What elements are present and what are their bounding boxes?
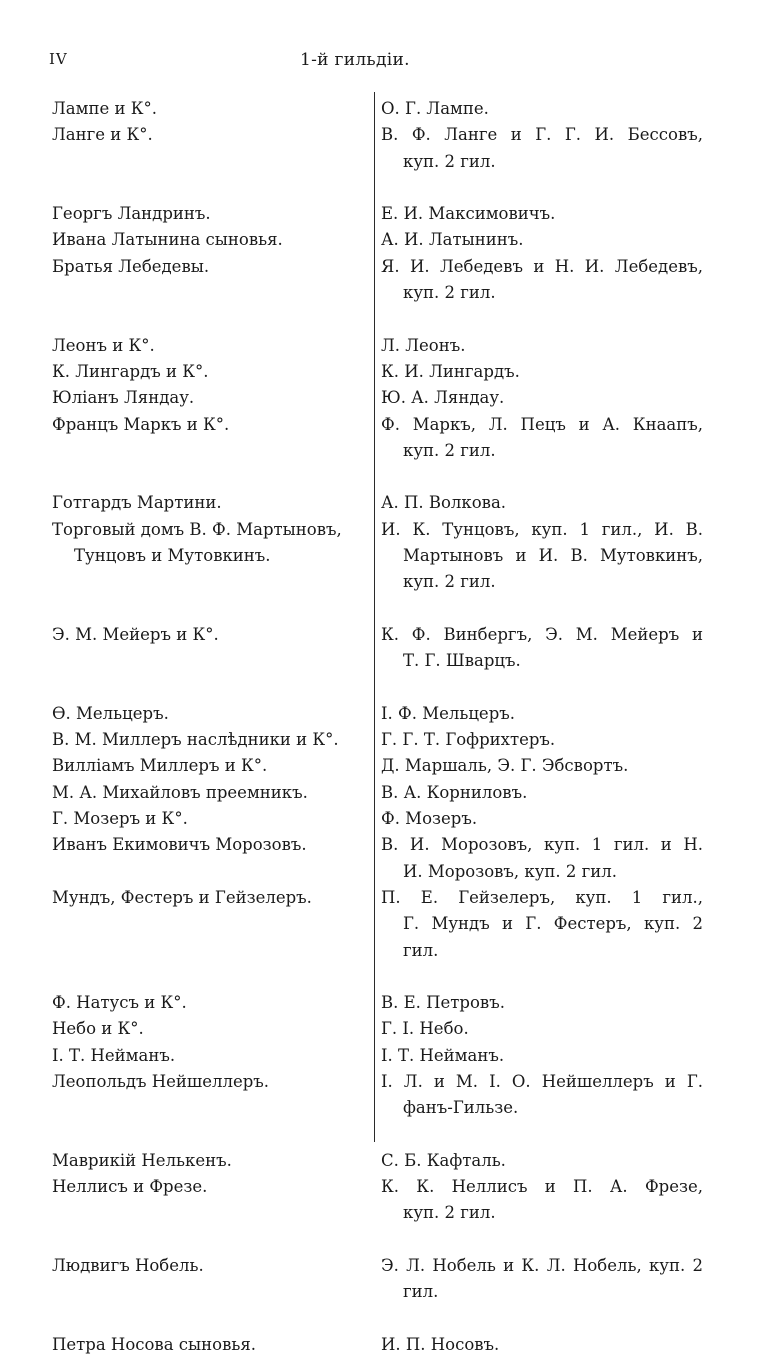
firm-name-line: Иванъ Екимовичъ Морозовъ. [52, 835, 307, 855]
register-entry [0, 96, 763, 122]
owner-names [381, 622, 703, 701]
owner-names-line: В. И. Морозовъ, куп. 1 гил. и Н. [381, 835, 703, 855]
firm-name-line: Леопольдъ Нейшеллеръ. [52, 1071, 270, 1091]
firm-name-line: Э. М. Мейеръ и К°. [52, 624, 219, 644]
owner-names-line: куп. 2 гил. [403, 572, 496, 592]
firm-name-line: Небо и К°. [52, 1019, 144, 1039]
owner-names-line: І. Ф. Мельцеръ. [381, 703, 515, 723]
firm-name-line: Ивана Латынина сыновья. [52, 230, 283, 250]
owner-names [381, 333, 703, 359]
owner-names [381, 753, 703, 779]
owner-names-line: Т. Г. Шварцъ. [403, 651, 521, 671]
owner-names-line: І. Т. Нейманъ. [381, 1045, 505, 1065]
owner-names [381, 1332, 703, 1358]
firm-name-line: Неллисъ и Фрезе. [52, 1177, 208, 1197]
owner-names-line: В. Ф. Ланге и Г. Г. И. Бессовъ, [381, 125, 703, 145]
firm-name [52, 385, 374, 411]
firm-name [52, 254, 374, 333]
register-entry [0, 727, 763, 753]
owner-names [381, 96, 703, 122]
firm-name [52, 622, 374, 701]
owner-names-line: куп. 2 гил. [403, 1203, 496, 1223]
register-entry [0, 1253, 763, 1332]
register-entry [0, 780, 763, 806]
register-entry [0, 333, 763, 359]
owner-names [381, 359, 703, 385]
owner-names [381, 1148, 703, 1174]
owner-names-line: Ф. Мозеръ. [381, 809, 478, 829]
firm-name-line: Торговый домъ В. Ф. Мартыновъ, [52, 519, 342, 539]
firm-name [52, 753, 374, 779]
register-entry [0, 622, 763, 701]
owner-names [381, 517, 703, 622]
owner-names-line: С. Б. Кафталь. [381, 1150, 506, 1170]
firm-name-line: Францъ Маркъ и К°. [52, 414, 230, 434]
owner-names-line: Ю. А. Ляндау. [381, 388, 505, 408]
owner-names-line: куп. 2 гил. [403, 283, 496, 303]
firm-name [52, 1016, 374, 1042]
owner-names-line: Г. І. Небо. [381, 1019, 469, 1039]
register-entry [0, 254, 763, 333]
owner-names [381, 780, 703, 806]
firm-name [52, 517, 374, 622]
owner-names [381, 990, 703, 1016]
firm-name [52, 227, 374, 253]
owner-names-line: Д. Маршаль, Э. Г. Эбсвортъ. [381, 756, 629, 776]
owner-names-line: А. П. Волкова. [381, 493, 507, 513]
owner-names-line: К. Ф. Винбергъ, Э. М. Мейеръ и [381, 624, 703, 644]
register-entry [0, 1148, 763, 1174]
owner-names-line: фанъ-Гильзе. [403, 1098, 519, 1118]
firm-name [52, 701, 374, 727]
owner-names-line: И. К. Тунцовъ, куп. 1 гил., И. В. [381, 519, 703, 539]
firm-name-line: Леонъ и К°. [52, 335, 155, 355]
owner-names [381, 1174, 703, 1253]
owner-names [381, 385, 703, 411]
owner-names [381, 122, 703, 201]
firm-name-line: Тунцовъ и Мутовкинъ. [74, 546, 271, 566]
firm-name [52, 201, 374, 227]
owner-names [381, 832, 703, 885]
owner-names [381, 254, 703, 333]
firm-name-line: Лампе и К°. [52, 99, 157, 118]
firm-name [52, 122, 374, 201]
firm-name [52, 1148, 374, 1174]
register-entry [0, 1174, 763, 1253]
register-entry [0, 385, 763, 411]
owner-names-line: И. П. Носовъ. [381, 1334, 500, 1354]
owner-names-line: куп. 2 гил. [403, 440, 496, 460]
page-header [0, 50, 763, 74]
owner-names-line: А. И. Латынинъ. [381, 230, 524, 250]
firm-name-line: К. Лингардъ и К°. [52, 361, 209, 381]
firm-name-line: Готгардъ Мартини. [52, 493, 222, 513]
firm-name [52, 990, 374, 1016]
owner-names-line: Г. Мундъ и Г. Фестеръ, куп. 2 [403, 914, 703, 934]
owner-names [381, 1253, 703, 1332]
firm-name-line: В. М. Миллеръ наслѣдники и К°. [52, 730, 339, 750]
register-entry [0, 832, 763, 885]
register-entry [0, 122, 763, 201]
register-entry [0, 227, 763, 253]
firm-name-line: Маврикій Нелькенъ. [52, 1150, 232, 1170]
owner-names-line: Л. Леонъ. [381, 335, 466, 355]
entries-list [0, 96, 763, 1358]
owner-names-line: Мартыновъ и И. В. Мутовкинъ, [403, 546, 703, 566]
register-entry [0, 490, 763, 516]
firm-name-line: Юліанъ Ляндау. [52, 388, 195, 408]
register-entry [0, 1069, 763, 1148]
firm-name-line: Г. Мозеръ и К°. [52, 809, 188, 829]
firm-name [52, 832, 374, 885]
owner-names-line: В. А. Корниловъ. [381, 782, 528, 802]
register-entry [0, 1016, 763, 1042]
firm-name [52, 885, 374, 990]
page-number: IV [49, 50, 68, 68]
owner-names-line: Г. Г. Т. Гофрихтеръ. [381, 730, 556, 750]
owner-names-line: И. Морозовъ, куп. 2 гил. [403, 861, 618, 881]
firm-name [52, 806, 374, 832]
register-entry [0, 806, 763, 832]
owner-names-line: куп. 2 гил. [403, 151, 496, 171]
firm-name [52, 333, 374, 359]
firm-name-line: Ланге и К°. [52, 125, 153, 145]
firm-name [52, 780, 374, 806]
firm-name-line: Мундъ, Фестеръ и Гейзелеръ. [52, 887, 312, 907]
owner-names [381, 727, 703, 753]
register-entry [0, 1332, 763, 1358]
owner-names-line: Е. И. Максимовичъ. [381, 204, 556, 224]
owner-names-line: К. К. Неллисъ и П. А. Фрезе, [381, 1177, 703, 1197]
register-entry [0, 885, 763, 990]
owner-names [381, 885, 703, 990]
owner-names-line: Я. И. Лебедевъ и Н. И. Лебедевъ, [381, 256, 703, 276]
firm-name [52, 1069, 374, 1148]
firm-name [52, 727, 374, 753]
firm-name [52, 1174, 374, 1253]
firm-name [52, 96, 374, 122]
owner-names-line: Э. Л. Нобель и К. Л. Нобель, куп. 2 [381, 1256, 703, 1276]
owner-names-line: О. Г. Лампе. [381, 99, 489, 118]
owner-names [381, 490, 703, 516]
firm-name-line: Георгъ Ландринъ. [52, 204, 211, 224]
owner-names-line: П. Е. Гейзелеръ, куп. 1 гил., [381, 887, 703, 907]
firm-name [52, 1332, 374, 1358]
owner-names-line: Ф. Маркъ, Л. Пецъ и А. Кнаапъ, [381, 414, 703, 434]
firm-name-line: Ѳ. Мельцеръ. [52, 703, 169, 723]
register-entry [0, 1043, 763, 1069]
firm-name [52, 412, 374, 491]
owner-names-line: гил. [403, 1282, 439, 1302]
firm-name-line: І. Т. Нейманъ. [52, 1045, 176, 1065]
firm-name-line: Петра Носова сыновья. [52, 1334, 257, 1354]
firm-name-line: Вилліамъ Миллеръ и К°. [52, 756, 268, 776]
register-entry [0, 990, 763, 1016]
running-head: 1-й гильдіи. [300, 50, 410, 70]
firm-name [52, 359, 374, 385]
owner-names-line: В. Е. Петровъ. [381, 993, 505, 1013]
firm-name [52, 490, 374, 516]
firm-name-line: Братья Лебедевы. [52, 256, 210, 276]
firm-name [52, 1043, 374, 1069]
register-entry [0, 701, 763, 727]
owner-names [381, 227, 703, 253]
firm-name-line: Людвигъ Нобель. [52, 1256, 204, 1276]
owner-names [381, 1043, 703, 1069]
firm-name-line: Ф. Натусъ и К°. [52, 993, 187, 1013]
owner-names-line: К. И. Лингардъ. [381, 361, 520, 381]
register-entry [0, 753, 763, 779]
owner-names [381, 1016, 703, 1042]
owner-names-line: гил. [403, 940, 439, 960]
firm-name [52, 1253, 374, 1332]
owner-names [381, 1069, 703, 1148]
owner-names [381, 412, 703, 491]
firm-name-line: М. А. Михайловъ преемникъ. [52, 782, 308, 802]
register-entry [0, 201, 763, 227]
register-entry [0, 359, 763, 385]
owner-names-line: І. Л. и М. І. О. Нейшеллеръ и Г. [381, 1071, 703, 1091]
owner-names [381, 806, 703, 832]
register-entry [0, 517, 763, 622]
owner-names [381, 701, 703, 727]
register-entry [0, 412, 763, 491]
owner-names [381, 201, 703, 227]
